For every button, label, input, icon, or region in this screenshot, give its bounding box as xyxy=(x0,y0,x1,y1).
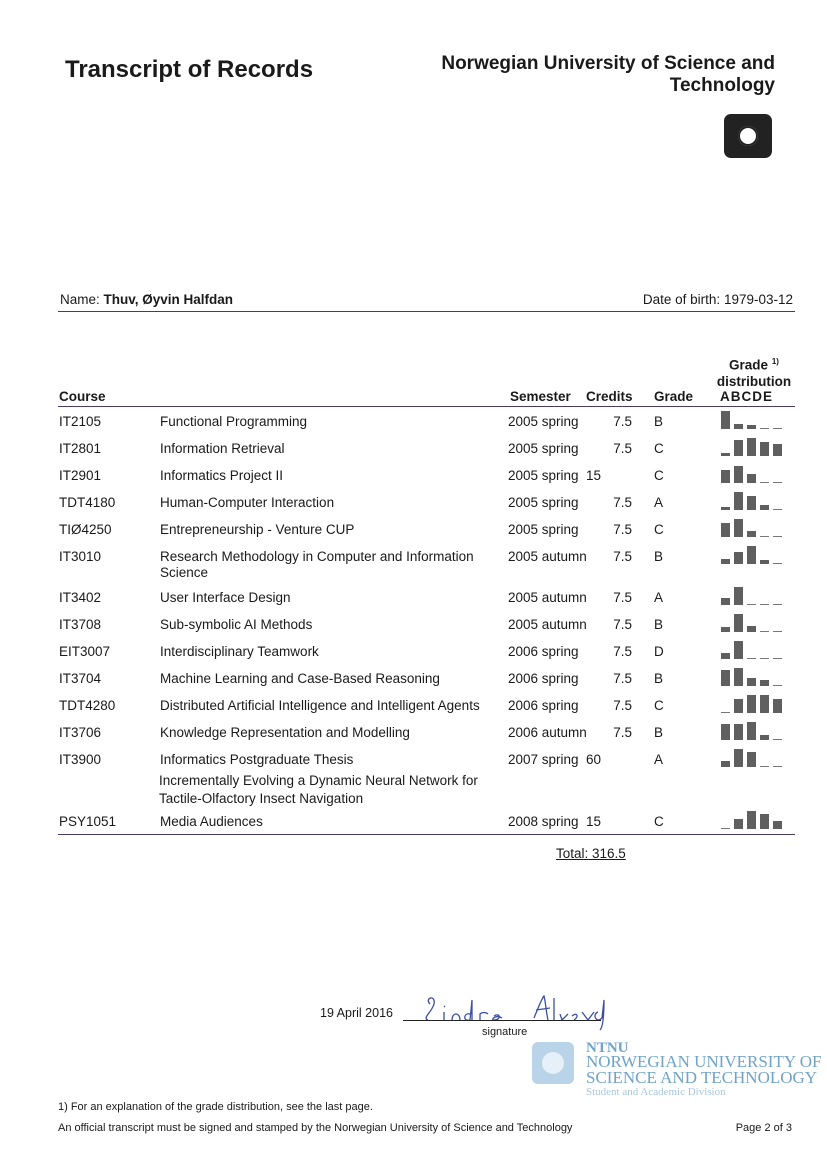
signature-label: signature xyxy=(482,1026,528,1038)
course-code: TDT4280 xyxy=(59,698,116,713)
name-label: Name: xyxy=(60,292,100,307)
course-code: TIØ4250 xyxy=(59,522,112,537)
course-code: IT3704 xyxy=(59,671,102,686)
course-credits: 7.5 xyxy=(613,725,632,740)
distribution-bar-A xyxy=(721,598,730,605)
grade-distribution-bars xyxy=(721,811,791,829)
column-grade: Grade xyxy=(654,389,694,404)
course-name: Sub-symbolic AI Methods xyxy=(160,617,313,632)
grade-distribution-bars xyxy=(721,438,791,456)
distribution-bar-C xyxy=(747,722,756,740)
course-name: Knowledge Representation and Modelling xyxy=(160,725,410,740)
grade-distribution-bars xyxy=(721,614,791,632)
distribution-bar-B xyxy=(734,749,743,767)
course-semester: 2005 autumn xyxy=(508,549,587,564)
distribution-bar-B xyxy=(734,424,743,429)
divider xyxy=(58,406,795,407)
distribution-bar-B xyxy=(734,699,743,713)
course-code: IT3706 xyxy=(59,725,102,740)
course-code: IT2901 xyxy=(59,468,102,483)
distribution-bar-A xyxy=(721,670,730,686)
distribution-bar-B xyxy=(734,492,743,510)
course-grade: B xyxy=(654,617,664,632)
course-credits: 7.5 xyxy=(613,522,632,537)
course-code: TDT4180 xyxy=(59,495,116,510)
distribution-letters: ABCDE xyxy=(720,389,774,404)
column-credits: Credits xyxy=(586,389,633,404)
distribution-bar-D xyxy=(760,658,769,659)
course-credits: 7.5 xyxy=(613,549,632,564)
distribution-bar-E xyxy=(773,536,782,537)
university-name: Norwegian University of Science and Technology xyxy=(441,53,775,96)
course-grade: C xyxy=(654,814,664,829)
distribution-bar-E xyxy=(773,509,782,510)
course-name: Research Methodology in Computer and Information Science xyxy=(160,549,474,580)
course-name: Human-Computer Interaction xyxy=(160,495,335,510)
grade-distribution-bars xyxy=(721,695,791,713)
credits-total: Total: 316.5 xyxy=(556,846,626,861)
distribution-bar-B xyxy=(734,668,743,686)
distribution-bar-D xyxy=(760,631,769,632)
course-name: Functional Programming xyxy=(160,414,308,429)
column-course: Course xyxy=(59,389,106,404)
distribution-bar-E xyxy=(773,699,782,713)
distribution-bar-A xyxy=(721,523,730,537)
course-credits: 15 xyxy=(586,468,602,483)
distribution-bar-C xyxy=(747,604,756,605)
distribution-bar-C xyxy=(747,811,756,829)
course-credits: 60 xyxy=(586,752,602,767)
distribution-bar-C xyxy=(747,752,756,767)
course-semester: 2005 spring xyxy=(508,468,579,483)
course-name: Entrepreneurship - Venture CUP xyxy=(160,522,355,537)
course-credits: 15 xyxy=(586,814,602,829)
course-grade: C xyxy=(654,468,664,483)
distribution-bar-A xyxy=(721,453,730,456)
course-name: Information Retrieval xyxy=(160,441,285,456)
course-code: IT2801 xyxy=(59,441,102,456)
grade-distribution-bars xyxy=(721,641,791,659)
distribution-bar-C xyxy=(747,438,756,456)
course-name: User Interface Design xyxy=(160,590,291,605)
official-stamp: NTNU NORWEGIAN UNIVERSITY OF SCIENCE AND TECHNOLOGY Student and Academic Division xyxy=(530,1040,820,1102)
distribution-bar-C xyxy=(747,546,756,564)
course-semester: 2006 spring xyxy=(508,644,579,659)
course-grade: B xyxy=(654,671,664,686)
dob-value: 1979-03-12 xyxy=(723,292,793,307)
signature-date: 19 April 2016 xyxy=(320,1006,393,1020)
distribution-bar-E xyxy=(773,444,782,456)
distribution-bar-D xyxy=(760,680,769,686)
course-credits: 7.5 xyxy=(613,617,632,632)
course-credits: 7.5 xyxy=(613,495,632,510)
grade-distribution-bars xyxy=(721,722,791,740)
course-credits: 7.5 xyxy=(613,441,632,456)
divider xyxy=(58,834,795,835)
distribution-bar-D xyxy=(760,482,769,483)
distribution-bar-C xyxy=(747,425,756,429)
course-grade: C xyxy=(654,522,664,537)
course-grade: A xyxy=(654,752,664,767)
grade-distribution-bars xyxy=(721,411,791,429)
divider xyxy=(58,311,795,312)
grade-distribution-header: Grade $^{1)}$ distribution xyxy=(716,357,792,389)
course-grade: C xyxy=(654,698,664,713)
distribution-bar-B xyxy=(734,519,743,537)
course-semester: 2006 spring xyxy=(508,671,579,686)
course-credits: 7.5 xyxy=(613,698,632,713)
footnote-distribution: 1) For an explanation of the grade distribution, see the last page. xyxy=(58,1101,373,1113)
course-name: Media Audiences xyxy=(160,814,263,829)
distribution-bar-A xyxy=(721,411,730,429)
course-name: Informatics Postgraduate Thesis xyxy=(160,752,354,767)
distribution-bar-D xyxy=(760,428,769,429)
student-name: Thuv, Øyvin Halfdan xyxy=(103,292,234,307)
distribution-bar-D xyxy=(760,766,769,767)
course-semester: 2005 spring xyxy=(508,522,579,537)
grade-distribution-bars xyxy=(721,587,791,605)
course-code: PSY1051 xyxy=(59,814,117,829)
distribution-bar-D xyxy=(760,695,769,713)
distribution-bar-E xyxy=(773,685,782,686)
distribution-bar-B xyxy=(734,440,743,456)
distribution-bar-B xyxy=(734,614,743,632)
column-semester: Semester xyxy=(510,389,571,404)
distribution-bar-A xyxy=(721,712,730,713)
course-code: IT3402 xyxy=(59,590,102,605)
distribution-bar-D xyxy=(760,442,769,456)
distribution-bar-A xyxy=(721,761,730,767)
distribution-bar-E xyxy=(773,766,782,767)
course-code: IT3708 xyxy=(59,617,102,632)
course-credits: 7.5 xyxy=(613,590,632,605)
course-credits: 7.5 xyxy=(613,671,632,686)
course-code: IT3900 xyxy=(59,752,102,767)
distribution-bar-C xyxy=(747,695,756,713)
distribution-bar-E xyxy=(773,631,782,632)
distribution-bar-C xyxy=(747,678,756,686)
grade-distribution-bars xyxy=(721,749,791,767)
distribution-bar-E xyxy=(773,482,782,483)
course-semester: 2007 spring xyxy=(508,752,579,767)
course-grade: A xyxy=(654,590,664,605)
distribution-bar-D xyxy=(760,604,769,605)
course-semester: 2006 spring xyxy=(508,698,579,713)
student-info xyxy=(60,292,793,307)
distribution-bar-D xyxy=(760,814,769,829)
course-credits: 7.5 xyxy=(613,414,632,429)
date-of-birth xyxy=(643,292,793,307)
thesis-title: Incrementally Evolving a Dynamic Neural Network for Tactile-Olfactory Insect Navigation xyxy=(159,773,478,806)
distribution-bar-C xyxy=(747,496,756,510)
course-credits: 7.5 xyxy=(613,644,632,659)
distribution-bar-C xyxy=(747,531,756,537)
course-semester: 2006 autumn xyxy=(508,725,587,740)
course-code: EIT3007 xyxy=(59,644,111,659)
course-semester: 2005 spring xyxy=(508,414,579,429)
grade-distribution-bars xyxy=(721,519,791,537)
distribution-bar-B xyxy=(734,466,743,483)
distribution-bar-A xyxy=(721,470,730,483)
document-title: Transcript of Records xyxy=(65,56,314,83)
course-name: Interdisciplinary Teamwork xyxy=(160,644,319,659)
distribution-bar-B xyxy=(734,819,743,829)
distribution-bar-A xyxy=(721,653,730,659)
distribution-bar-A xyxy=(721,828,730,829)
distribution-bar-E xyxy=(773,563,782,564)
grade-distribution-bars xyxy=(721,546,791,564)
course-semester: 2008 spring xyxy=(508,814,579,829)
ntnu-logo-icon xyxy=(724,114,772,158)
grade-distribution-bars xyxy=(721,668,791,686)
grade-distribution-bars xyxy=(721,492,791,510)
grade-distribution-bars xyxy=(721,465,791,483)
course-code: IT3010 xyxy=(59,549,102,564)
footnote-official: An official transcript must be signed and stamped by the Norwegian University of Science and Technology xyxy=(58,1122,573,1134)
course-semester: 2005 spring xyxy=(508,441,579,456)
distribution-bar-A xyxy=(721,559,730,564)
distribution-bar-E xyxy=(773,739,782,740)
distribution-bar-E xyxy=(773,604,782,605)
page-number: Page 2 of 3 xyxy=(735,1122,792,1134)
signature-line xyxy=(403,1020,601,1021)
distribution-bar-D xyxy=(760,735,769,740)
ntnu-stamp-icon xyxy=(532,1042,574,1084)
course-grade: D xyxy=(654,644,664,659)
distribution-bar-E xyxy=(773,428,782,429)
distribution-bar-C xyxy=(747,474,756,483)
course-grade: B xyxy=(654,549,664,564)
course-semester: 2005 autumn xyxy=(508,617,587,632)
course-grade: B xyxy=(654,725,664,740)
course-code: IT2105 xyxy=(59,414,102,429)
distribution-bar-B xyxy=(734,641,743,659)
course-name: Machine Learning and Case-Based Reasoning xyxy=(160,671,440,686)
course-name: Distributed Artificial Intelligence and Intelligent Agents xyxy=(160,698,480,713)
distribution-bar-D xyxy=(760,536,769,537)
distribution-bar-E xyxy=(773,821,782,829)
distribution-bar-B xyxy=(734,724,743,740)
distribution-bar-A xyxy=(721,507,730,510)
course-name: Informatics Project II xyxy=(160,468,284,483)
distribution-bar-B xyxy=(734,587,743,605)
distribution-bar-A xyxy=(721,724,730,740)
course-grade: A xyxy=(654,495,664,510)
course-grade: B xyxy=(654,414,664,429)
distribution-bar-B xyxy=(734,552,743,564)
dob-label: Date of birth: xyxy=(642,292,721,307)
course-semester: 2005 autumn xyxy=(508,590,587,605)
distribution-bar-D xyxy=(760,560,769,564)
course-grade: C xyxy=(654,441,664,456)
distribution-bar-C xyxy=(747,626,756,632)
distribution-bar-E xyxy=(773,658,782,659)
distribution-bar-A xyxy=(721,627,730,632)
course-semester: 2005 spring xyxy=(508,495,579,510)
distribution-bar-D xyxy=(760,505,769,510)
distribution-bar-C xyxy=(747,658,756,659)
